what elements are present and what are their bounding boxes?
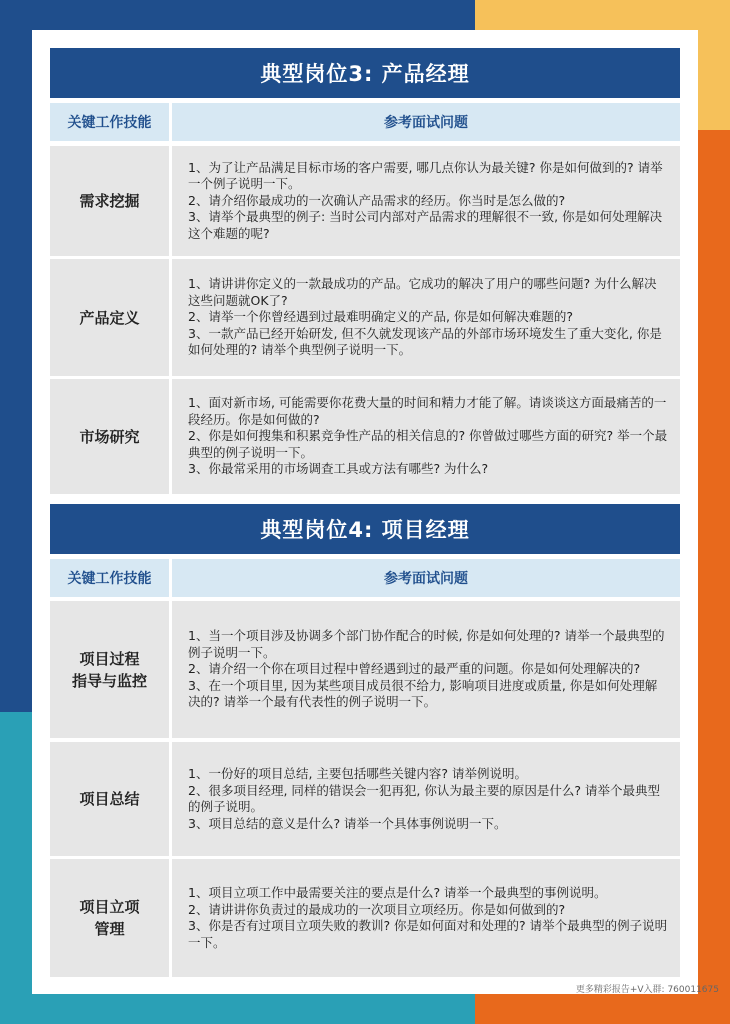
question-item: 2、请介绍你最成功的一次确认产品需求的经历。你当时是怎么做的?	[188, 192, 566, 208]
question-item: 3、在一个项目里, 因为某些项目成员很不给力, 影响项目进度或质量, 你是如何处理解决的? 请举一个最有代表性的例子说明一下。	[188, 677, 658, 710]
header-skill: 关键工作技能	[50, 559, 169, 597]
header-questions: 参考面试问题	[172, 103, 680, 141]
question-item: 3、一款产品已经开始研发, 但不久就发现该产品的外部市场环境发生了重大变化, 你是如何处理的? 请举个典型例子说明一下。	[188, 325, 662, 358]
section-title-project-manager: 典型岗位4: 项目经理	[50, 504, 680, 554]
bg-teal-block	[0, 994, 475, 1024]
table-row	[50, 742, 680, 856]
question-item: 1、当一个项目涉及协调多个部门协作配合的时候, 你是如何处理的? 请举一个最典型的例子说明一下。	[188, 628, 665, 660]
question-item: 3、项目总结的意义是什么? 请举一个具体事例说明一下。	[188, 815, 507, 831]
question-item: 3、请举个最典型的例子: 当时公司内部对产品需求的理解很不一致, 你是如何处理解决这个难题的呢?	[188, 209, 663, 241]
table-header	[50, 559, 680, 597]
table-row	[50, 146, 680, 256]
header-skill: 关键工作技能	[50, 103, 169, 141]
question-item: 1、请讲讲你定义的一款最成功的产品。它成功的解决了用户的哪些问题? 为什么解决这些问题就OK了?	[188, 276, 657, 308]
question-item: 2、请介绍一个你在项目过程中曾经遇到过的最严重的问题。你是如何处理解决的?	[188, 661, 641, 677]
skill-label-line: 项目立项	[79, 898, 140, 916]
question-item: 1、项目立项工作中最需要关注的要点是什么? 请举一个最典型的事例说明。	[188, 885, 607, 900]
question-item: 2、请举一个你曾经遇到过最难明确定义的产品, 你是如何解决难题的?	[188, 309, 574, 325]
question-item: 3、你最常采用的市场调查工具或方法有哪些? 为什么?	[188, 461, 489, 477]
table-row	[50, 859, 680, 977]
bg-orange-block	[475, 994, 730, 1024]
bg-navy-strip	[0, 0, 32, 712]
skill-label: 产品定义	[50, 259, 169, 376]
skill-label	[50, 601, 169, 738]
skill-label-line: 指导与监控	[71, 671, 147, 690]
table-row	[50, 379, 680, 494]
questions-cell	[172, 259, 680, 376]
questions-cell	[172, 742, 680, 856]
table-row	[50, 601, 680, 738]
questions-cell	[172, 146, 680, 256]
question-item: 2、你是如何搜集和积累竞争性产品的相关信息的? 你曾做过哪些方面的研究? 举一个最典型的例子说明一下。	[188, 428, 668, 460]
table-row	[50, 259, 680, 376]
skill-label: 需求挖掘	[50, 146, 169, 256]
skill-label-line: 项目过程	[79, 649, 140, 668]
question-item: 3、你是否有过项目立项失败的教训? 你是如何面对和处理的? 请举个最典型的例子说明一下。	[188, 918, 668, 950]
question-item: 1、一份好的项目总结, 主要包括哪些关键内容? 请举例说明。	[188, 766, 528, 781]
bg-orange-strip	[698, 130, 730, 1024]
bg-teal-strip	[0, 712, 32, 1024]
section-title-product-manager: 典型岗位3: 产品经理	[50, 48, 680, 98]
content-card	[32, 30, 698, 994]
skill-label-line: 管理	[94, 920, 125, 938]
skill-label	[50, 859, 169, 977]
question-item: 2、很多项目经理, 同样的错误会一犯再犯, 你认为最主要的原因是什么? 请举个最典型的例子说明。	[188, 782, 660, 814]
skill-label: 市场研究	[50, 379, 169, 494]
table-header	[50, 103, 680, 141]
questions-cell	[172, 379, 680, 494]
footer-note: 更多精彩报告+V入群: 760011675	[575, 985, 719, 995]
question-item: 1、面对新市场, 可能需要你花费大量的时间和精力才能了解。请谈谈这方面最痛苦的一段经历。你是如何做的?	[188, 395, 667, 427]
bg-navy-block	[0, 0, 475, 30]
question-item: 1、为了让产品满足目标市场的客户需要, 哪几点你认为最关键? 你是如何做到的? 请举一个例子说明一下。	[188, 159, 663, 192]
question-item: 2、请讲讲你负责过的最成功的一次项目立项经历。你是如何做到的?	[188, 901, 566, 917]
questions-cell	[172, 601, 680, 738]
skill-label: 项目总结	[50, 742, 169, 856]
questions-cell	[172, 859, 680, 977]
header-questions: 参考面试问题	[172, 559, 680, 597]
